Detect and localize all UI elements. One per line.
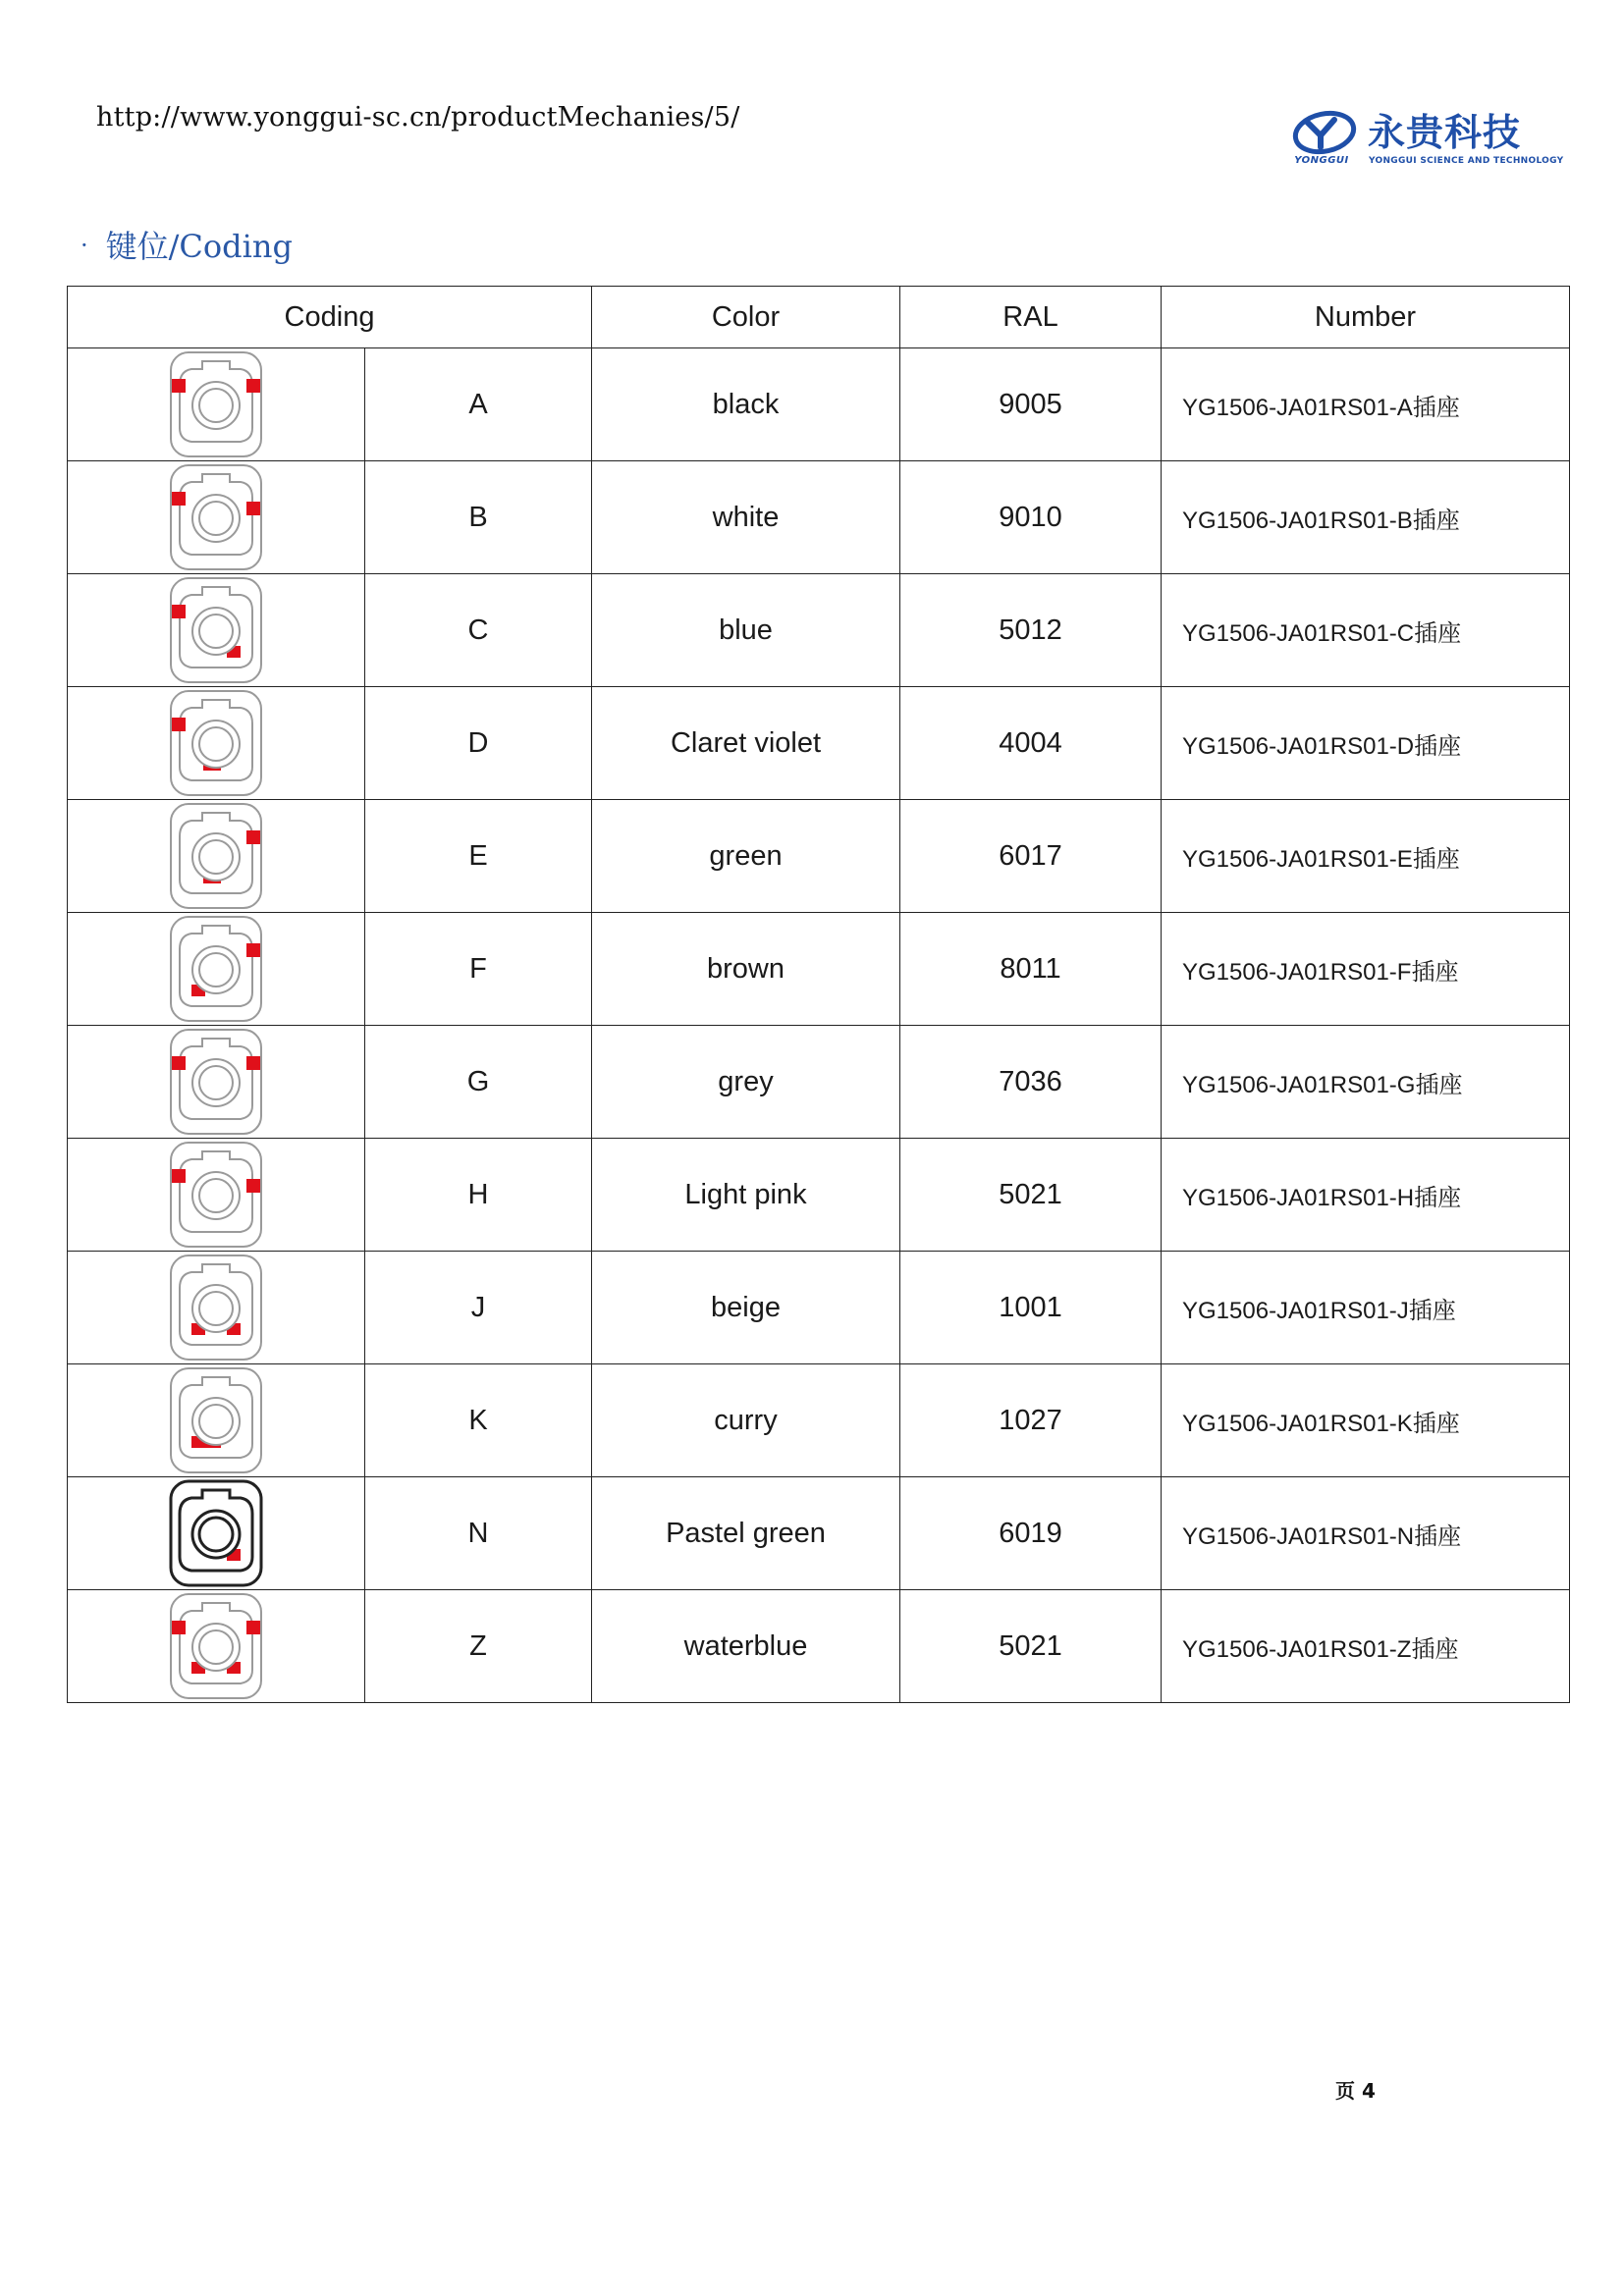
- part-number: YG1506-JA01RS01-A插座: [1162, 348, 1570, 461]
- table-row: [68, 1026, 1570, 1139]
- coding-diagram-cell: [68, 461, 365, 574]
- coding-z-icon: [168, 1591, 264, 1701]
- coding-diagram-cell: [68, 1252, 365, 1364]
- coding-diagram-cell: [68, 1590, 365, 1703]
- coding-letter: B: [365, 461, 592, 574]
- ral-code: 6019: [900, 1477, 1162, 1590]
- coding-key-left: [172, 492, 186, 506]
- coding-b-icon: [168, 462, 264, 572]
- coding-key-right-low: [246, 502, 260, 515]
- coding-table: [67, 286, 1570, 1703]
- coding-key-left: [172, 379, 186, 393]
- part-number: YG1506-JA01RS01-E插座: [1162, 800, 1570, 913]
- col-header-ral: RAL: [900, 287, 1162, 348]
- color-name: Light pink: [592, 1139, 900, 1252]
- coding-key-left: [172, 1169, 186, 1183]
- coding-letter: A: [365, 348, 592, 461]
- coding-diagram-cell: [68, 348, 365, 461]
- coding-letter: F: [365, 913, 592, 1026]
- coding-letter: D: [365, 687, 592, 800]
- part-number: YG1506-JA01RS01-F插座: [1162, 913, 1570, 1026]
- part-number: YG1506-JA01RS01-C插座: [1162, 574, 1570, 687]
- part-number: YG1506-JA01RS01-D插座: [1162, 687, 1570, 800]
- coding-letter: Z: [365, 1590, 592, 1703]
- ral-code: 5021: [900, 1590, 1162, 1703]
- coding-c-icon: [168, 575, 264, 685]
- coding-diagram-cell: [68, 1026, 365, 1139]
- color-name: brown: [592, 913, 900, 1026]
- color-name: white: [592, 461, 900, 574]
- coding-diagram-cell: [68, 1477, 365, 1590]
- part-number: YG1506-JA01RS01-J插座: [1162, 1252, 1570, 1364]
- coding-f-icon: [168, 914, 264, 1024]
- page-number: 页 4: [1335, 2079, 1376, 2103]
- ral-code: 4004: [900, 687, 1162, 800]
- table-row: [68, 461, 1570, 574]
- coding-key-left: [172, 1056, 186, 1070]
- table-row: [68, 1364, 1570, 1477]
- coding-g-icon: [168, 1027, 264, 1137]
- color-name: green: [592, 800, 900, 913]
- company-logo: [1281, 110, 1564, 171]
- coding-diagram-cell: [68, 1364, 365, 1477]
- bullet: ·: [81, 232, 88, 259]
- ral-code: 7036: [900, 1026, 1162, 1139]
- coding-letter: J: [365, 1252, 592, 1364]
- coding-a-icon: [168, 349, 264, 459]
- coding-e-icon: [168, 801, 264, 911]
- coding-key-left: [172, 605, 186, 618]
- part-number: YG1506-JA01RS01-H插座: [1162, 1139, 1570, 1252]
- coding-diagram-cell: [68, 574, 365, 687]
- coding-key-right: [246, 1621, 260, 1634]
- table-row: [68, 574, 1570, 687]
- part-number: YG1506-JA01RS01-G插座: [1162, 1026, 1570, 1139]
- part-number: YG1506-JA01RS01-Z插座: [1162, 1590, 1570, 1703]
- coding-diagram-cell: [68, 687, 365, 800]
- ral-code: 6017: [900, 800, 1162, 913]
- color-name: black: [592, 348, 900, 461]
- logo-english-name: YONGGUI SCIENCE AND TECHNOLOGY: [1369, 156, 1564, 166]
- color-name: blue: [592, 574, 900, 687]
- table-row: [68, 800, 1570, 913]
- yonggui-logo-icon: [1291, 110, 1358, 155]
- color-name: Claret violet: [592, 687, 900, 800]
- table-row: [68, 1252, 1570, 1364]
- section-heading: [81, 222, 293, 267]
- color-name: grey: [592, 1026, 900, 1139]
- coding-key-left: [172, 1621, 186, 1634]
- ral-code: 5021: [900, 1139, 1162, 1252]
- ral-code: 1027: [900, 1364, 1162, 1477]
- ral-code: 8011: [900, 913, 1162, 1026]
- coding-diagram-cell: [68, 913, 365, 1026]
- coding-k-icon: [168, 1365, 264, 1475]
- table-row: [68, 687, 1570, 800]
- table-row: [68, 1477, 1570, 1590]
- coding-key-left: [172, 718, 186, 731]
- table-row: [68, 1139, 1570, 1252]
- coding-d-icon: [168, 688, 264, 798]
- col-header-number: Number: [1162, 287, 1570, 348]
- coding-letter: K: [365, 1364, 592, 1477]
- coding-letter: C: [365, 574, 592, 687]
- part-number: YG1506-JA01RS01-K插座: [1162, 1364, 1570, 1477]
- color-name: beige: [592, 1252, 900, 1364]
- page-url: http://www.yonggui-sc.cn/productMechanies/5/: [96, 102, 740, 133]
- coding-key-right: [246, 943, 260, 957]
- coding-n-icon: [168, 1478, 264, 1588]
- coding-diagram-cell: [68, 1139, 365, 1252]
- coding-h-icon: [168, 1140, 264, 1250]
- col-header-coding: Coding: [68, 287, 592, 348]
- coding-j-icon: [168, 1253, 264, 1362]
- part-number: YG1506-JA01RS01-N插座: [1162, 1477, 1570, 1590]
- ral-code: 1001: [900, 1252, 1162, 1364]
- section-title-text: 键位/Coding: [105, 228, 293, 265]
- table-row: [68, 348, 1570, 461]
- table-row: [68, 913, 1570, 1026]
- coding-letter: N: [365, 1477, 592, 1590]
- coding-diagram-cell: [68, 800, 365, 913]
- coding-key-right: [246, 830, 260, 844]
- col-header-color: Color: [592, 287, 900, 348]
- part-number: YG1506-JA01RS01-B插座: [1162, 461, 1570, 574]
- color-name: curry: [592, 1364, 900, 1477]
- coding-key-right-low: [246, 1179, 260, 1193]
- table-row: [68, 1590, 1570, 1703]
- color-name: Pastel green: [592, 1477, 900, 1590]
- color-name: waterblue: [592, 1590, 900, 1703]
- ral-code: 9005: [900, 348, 1162, 461]
- table-header-row: [68, 287, 1570, 348]
- ral-code: 5012: [900, 574, 1162, 687]
- coding-letter: G: [365, 1026, 592, 1139]
- ral-code: 9010: [900, 461, 1162, 574]
- coding-letter: E: [365, 800, 592, 913]
- coding-key-right: [246, 1056, 260, 1070]
- logo-chinese-name: 永贵科技: [1368, 111, 1522, 154]
- logo-mark-text: YONGGUI: [1294, 155, 1349, 166]
- coding-key-right: [246, 379, 260, 393]
- coding-letter: H: [365, 1139, 592, 1252]
